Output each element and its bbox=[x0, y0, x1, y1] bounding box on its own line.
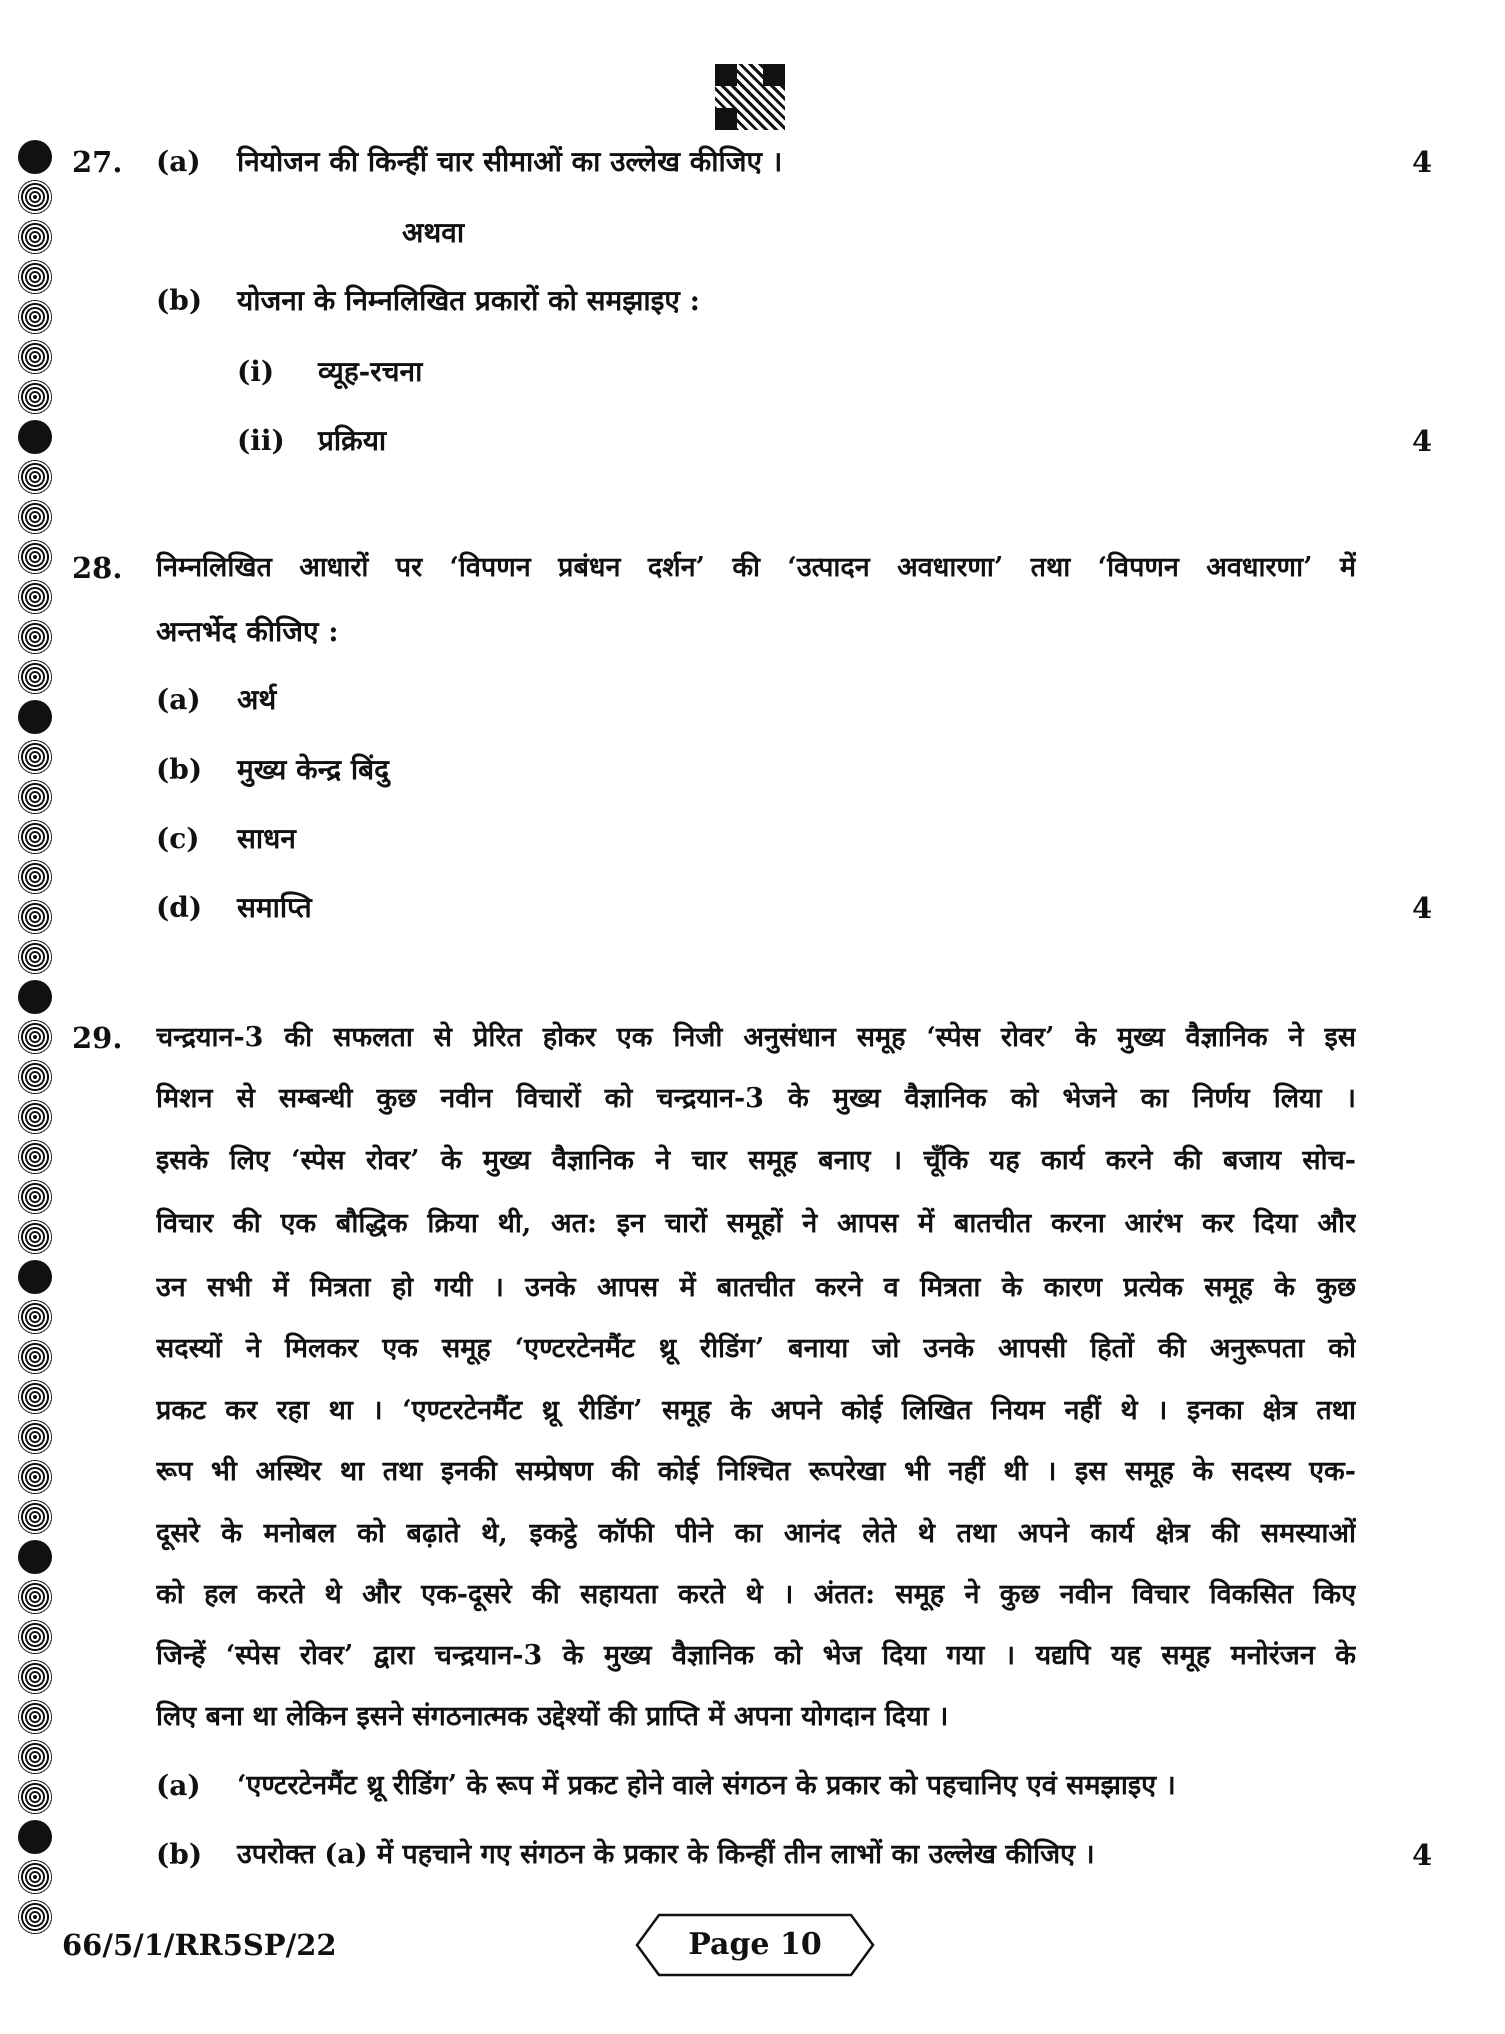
registration-circle bbox=[18, 1820, 52, 1854]
registration-circle bbox=[18, 1860, 52, 1894]
paragraph-line: विचार की एक बौद्धिक क्रिया थी, अत: इन चारों समूहों ने आपस में बातचीत करना आरंभ कर दिया और bbox=[156, 1208, 1356, 1239]
question-number: 29. bbox=[72, 1021, 123, 1055]
question-number: 28. bbox=[72, 551, 123, 585]
registration-circle bbox=[18, 220, 52, 254]
option-text: अर्थ bbox=[237, 683, 277, 716]
paragraph-line: प्रकट कर रहा था । ‘एण्टरटेनमैंट थ्रू रीडिंग’ समूह के अपने कोई लिखित नियम नहीं थे । इनका क्षेत्र तथा bbox=[156, 1395, 1356, 1426]
paper-code: 66/5/1/RR5SP/22 bbox=[62, 1928, 337, 1962]
paragraph-line: चन्द्रयान-3 की सफलता से प्रेरित होकर एक निजी अनुसंधान समूह ‘स्पेस रोवर’ के मुख्य वैज्ञानिक ने इस bbox=[156, 1022, 1356, 1053]
registration-circle bbox=[18, 180, 52, 214]
registration-circle bbox=[18, 1620, 52, 1654]
registration-circle bbox=[18, 1180, 52, 1214]
or-label: अथवा bbox=[402, 216, 465, 249]
registration-circle bbox=[18, 580, 52, 614]
marks: 4 bbox=[1412, 424, 1433, 458]
question-text: उपरोक्त (a) में पहचाने गए संगठन के प्रकार के किन्हीं तीन लाभों का उल्लेख कीजिए । bbox=[237, 1839, 1095, 1870]
registration-circle bbox=[18, 900, 52, 934]
question-text: अन्तर्भेद कीजिए : bbox=[156, 615, 339, 648]
registration-circle bbox=[18, 340, 52, 374]
registration-circle bbox=[18, 1700, 52, 1734]
registration-circle bbox=[18, 980, 52, 1014]
paragraph-line: मिशन से सम्बन्धी कुछ नवीन विचारों को चन्द्रयान-3 के मुख्य वैज्ञानिक को भेजने का निर्णय लिया । bbox=[156, 1083, 1356, 1114]
paragraph-line: लिए बना था लेकिन इसने संगठनात्मक उद्देश्यों की प्राप्ति में अपना योगदान दिया । bbox=[156, 1701, 949, 1732]
registration-circle bbox=[18, 1260, 52, 1294]
sub-text: प्रक्रिया bbox=[318, 424, 387, 457]
registration-circle bbox=[18, 1740, 52, 1774]
registration-circle bbox=[18, 1780, 52, 1814]
registration-circle bbox=[18, 820, 52, 854]
option-label: (b) bbox=[156, 1838, 203, 1871]
registration-circle bbox=[18, 860, 52, 894]
registration-circle bbox=[18, 620, 52, 654]
paragraph-line: इसके लिए ‘स्पेस रोवर’ के मुख्य वैज्ञानिक ने चार समूह बनाए । चूँकि यह कार्य करने की बजाय सोच- bbox=[156, 1145, 1356, 1176]
marks: 4 bbox=[1412, 891, 1433, 925]
registration-circle bbox=[18, 380, 52, 414]
question-text: निम्नलिखित आधारों पर ‘विपणन प्रबंधन दर्शन’ की ‘उत्पादन अवधारणा’ तथा ‘विपणन अवधारणा’ में bbox=[156, 552, 1356, 583]
registration-circle bbox=[18, 940, 52, 974]
paragraph-line: सदस्यों ने मिलकर एक समूह ‘एण्टरटेनमैंट थ्रू रीडिंग’ बनाया जो उनके आपसी हितों की अनुरूपता को bbox=[156, 1333, 1356, 1364]
registration-circle bbox=[18, 1060, 52, 1094]
option-label: (c) bbox=[156, 822, 200, 855]
marks: 4 bbox=[1412, 145, 1433, 179]
question-text: योजना के निम्नलिखित प्रकारों को समझाइए : bbox=[237, 284, 700, 317]
registration-circle bbox=[18, 300, 52, 334]
registration-circle bbox=[18, 1900, 52, 1934]
sub-text: व्यूह-रचना bbox=[318, 355, 423, 388]
page-number-badge bbox=[635, 1913, 875, 1977]
registration-circle bbox=[18, 1300, 52, 1334]
registration-circle bbox=[18, 1420, 52, 1454]
registration-circle bbox=[18, 460, 52, 494]
registration-circle bbox=[18, 1220, 52, 1254]
margin-registration-marks bbox=[18, 140, 62, 1940]
question-number: 27. bbox=[72, 145, 123, 179]
registration-circle bbox=[18, 140, 52, 174]
paragraph-line: उन सभी में मित्रता हो गयी । उनके आपस में बातचीत करने व मित्रता के कारण प्रत्येक समूह के कुछ bbox=[156, 1272, 1356, 1303]
option-label: (d) bbox=[156, 891, 203, 924]
option-text: साधन bbox=[237, 822, 296, 855]
registration-circle bbox=[18, 1460, 52, 1494]
paragraph-line: जिन्हें ‘स्पेस रोवर’ द्वारा चन्द्रयान-3 के मुख्य वैज्ञानिक को भेज दिया गया । यद्यपि यह समूह मनोरंजन के bbox=[156, 1640, 1356, 1671]
marks: 4 bbox=[1412, 1838, 1433, 1872]
qr-code bbox=[715, 64, 785, 130]
registration-circle bbox=[18, 1580, 52, 1614]
registration-circle bbox=[18, 1380, 52, 1414]
registration-circle bbox=[18, 1340, 52, 1374]
registration-circle bbox=[18, 740, 52, 774]
sub-label: (ii) bbox=[237, 424, 285, 457]
registration-circle bbox=[18, 1500, 52, 1534]
registration-circle bbox=[18, 1100, 52, 1134]
registration-circle bbox=[18, 260, 52, 294]
registration-circle bbox=[18, 540, 52, 574]
registration-circle bbox=[18, 780, 52, 814]
registration-circle bbox=[18, 1020, 52, 1054]
registration-circle bbox=[18, 1140, 52, 1174]
question-text: ‘एण्टरटेनमैंट थ्रू रीडिंग’ के रूप में प्रकट होने वाले संगठन के प्रकार को पहचानिए एवं समझाइए । bbox=[237, 1770, 1176, 1801]
option-label: (a) bbox=[156, 145, 201, 178]
paragraph-line: रूप भी अस्थिर था तथा इनकी सम्प्रेषण की कोई निश्चित रूपरेखा भी नहीं थी । इस समूह के सदस्य एक- bbox=[156, 1456, 1356, 1487]
registration-circle bbox=[18, 420, 52, 454]
sub-label: (i) bbox=[237, 355, 275, 388]
paragraph-line: दूसरे के मनोबल को बढ़ाते थे, इकट्ठे कॉफी पीने का आनंद लेते थे तथा अपने कार्य क्षेत्र की समस्याओं bbox=[156, 1518, 1356, 1549]
option-label: (b) bbox=[156, 284, 203, 317]
option-label: (a) bbox=[156, 683, 201, 716]
question-text: नियोजन की किन्हीं चार सीमाओं का उल्लेख कीजिए । bbox=[237, 145, 783, 178]
paragraph-line: को हल करते थे और एक-दूसरे की सहायता करते थे । अंतत: समूह ने कुछ नवीन विचार विकसित किए bbox=[156, 1579, 1356, 1610]
registration-circle bbox=[18, 700, 52, 734]
registration-circle bbox=[18, 1660, 52, 1694]
option-text: समाप्ति bbox=[237, 891, 312, 924]
option-label: (a) bbox=[156, 1769, 201, 1802]
registration-circle bbox=[18, 660, 52, 694]
option-label: (b) bbox=[156, 753, 203, 786]
registration-circle bbox=[18, 500, 52, 534]
registration-circle bbox=[18, 1540, 52, 1574]
option-text: मुख्य केन्द्र बिंदु bbox=[237, 753, 389, 786]
page-number: Page 10 bbox=[688, 1927, 822, 1962]
